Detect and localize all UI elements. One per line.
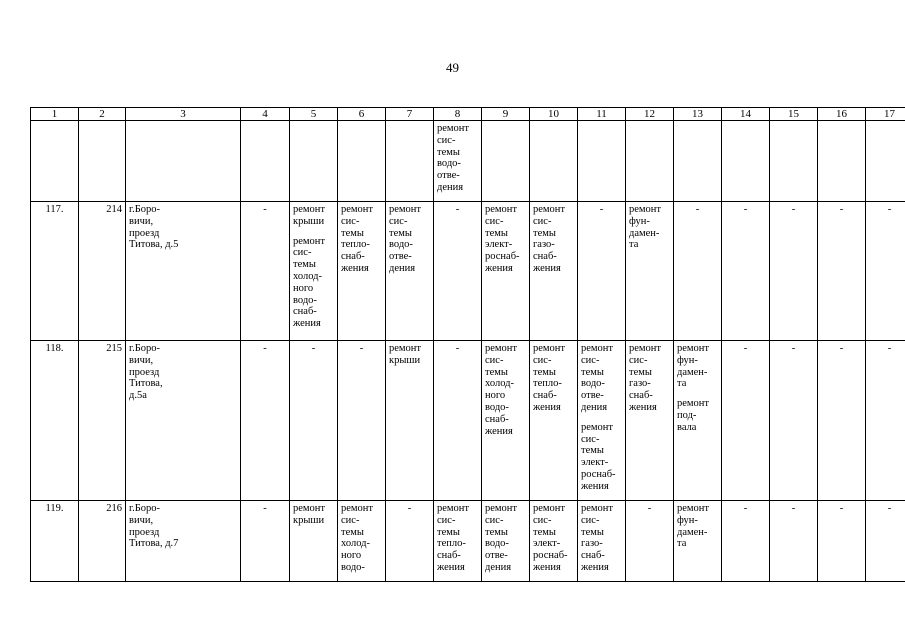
table-cell [818,341,866,501]
table-cell [434,202,482,341]
table-row [31,202,905,341]
repair-schedule-table [30,107,905,582]
column-number-15: 15 [770,108,818,121]
table-cell [338,202,386,341]
table-row [31,501,905,582]
table-cell [722,121,770,202]
cell-entry: ремонт сис- темы холод- ного водо- снаб- жения [485,343,518,437]
table-cell [818,121,866,202]
column-number-12: 12 [626,108,674,121]
table-cell [434,501,482,582]
table-cell [290,202,338,341]
cell-entry: ремонт фун- дамен- та [677,503,710,550]
table-cell [530,501,578,582]
table-cell [386,202,434,341]
table-cell [722,202,770,341]
cell-entry: ремонт крыши [293,503,326,526]
cell-entry: - [263,343,267,354]
table-cell [434,341,482,501]
table-cell [241,501,290,582]
table-cell [31,121,79,202]
cell-entry: - [695,204,700,215]
column-number-13: 13 [674,108,722,121]
table-cell [386,501,434,582]
column-number-2: 2 [79,108,126,121]
cell-entry: г.Боро- вичи, проезд Титова, д.7 [129,503,179,550]
cell-entry: ремонт сис- темы водо- отве- дения [389,204,422,274]
cell-entry: ремонт сис- темы холод- ного водо- снаб- жения [293,235,326,330]
column-number-14: 14 [722,108,770,121]
table-cell [866,202,905,341]
table-cell [79,501,126,582]
cell-entry: - [743,204,748,215]
column-number-16: 16 [818,108,866,121]
table-cell [626,501,674,582]
table-cell [338,501,386,582]
cell-entry: г.Боро- вичи, проезд Титова, д.5а [129,343,163,402]
table-cell [482,202,530,341]
table-cell [386,341,434,501]
table-cell [770,202,818,341]
table-cell [79,341,126,501]
cell-entry: ремонт сис- темы газо- снаб- жения [581,503,614,573]
page-number: 49 [446,60,459,75]
table-row [31,121,905,202]
cell-entry: ремонт сис- темы газо- снаб- жения [629,343,662,413]
table-cell [530,341,578,501]
table-cell [126,501,241,582]
table-cell [241,202,290,341]
column-number-11: 11 [578,108,626,121]
cell-entry: - [839,503,844,514]
cell-entry: 119. [45,503,64,514]
column-number-8: 8 [434,108,482,121]
cell-entry: ремонт сис- темы газо- снаб- жения [533,204,566,274]
table-cell [290,341,338,501]
table-cell [79,121,126,202]
cell-entry: - [455,343,460,354]
table-cell [31,341,79,501]
cell-entry: ремонт сис- темы водо- отве- дения [581,343,614,413]
table-cell [241,121,290,202]
cell-entry: 216 [106,503,122,514]
table-cell [770,501,818,582]
table-cell [770,341,818,501]
cell-entry: ремонт сис- темы водо- отве- дения [485,503,518,573]
cell-entry: - [791,204,796,215]
column-number-10: 10 [530,108,578,121]
cell-entry: - [311,343,316,354]
cell-entry: - [359,343,364,354]
cell-entry: 117. [45,204,64,215]
table-cell [578,501,626,582]
column-number-6: 6 [338,108,386,121]
table-cell [530,121,578,202]
cell-entry: - [839,343,844,354]
cell-entry: ремонт сис- темы водо- отве- дения [437,123,470,193]
cell-entry: ремонт сис- темы элект- роснаб- жения [533,503,568,573]
cell-entry: - [839,204,844,215]
table-cell [578,121,626,202]
table-cell [482,501,530,582]
cell-entry: ремонт сис- темы тепло- снаб- жения [533,343,566,413]
cell-entry: ремонт фун- дамен- та [629,204,662,251]
table-cell [626,341,674,501]
table-cell [818,202,866,341]
cell-entry: ремонт сис- темы элект- роснаб- жения [485,204,520,274]
table-cell [866,341,905,501]
cell-entry: ремонт сис- темы тепло- снаб- жения [341,204,374,274]
cell-entry: ремонт фун- дамен- та [677,343,710,390]
table-cell [79,202,126,341]
table-cell [722,341,770,501]
table-cell [338,121,386,202]
cell-entry: ремонт крыши [389,343,422,366]
table-cell [530,202,578,341]
cell-entry: ремонт сис- темы холод- ного водо- [341,503,374,573]
cell-entry: 214 [106,204,122,215]
cell-entry: 215 [106,343,122,354]
cell-entry: - [743,503,748,514]
column-number-5: 5 [290,108,338,121]
table-cell [31,202,79,341]
cell-entry: - [455,204,460,215]
table-cell [674,341,722,501]
table-cell [818,501,866,582]
table-cell [674,202,722,341]
table-cell [241,341,290,501]
table-row [31,341,905,501]
cell-entry: - [407,503,412,514]
table-cell [866,121,905,202]
table-cell [578,202,626,341]
table-cell [434,121,482,202]
cell-entry: ремонт крыши [293,204,326,227]
cell-entry: - [887,343,892,354]
table-cell [722,501,770,582]
cell-entry: ремонт сис- темы элект- роснаб- жения [581,421,616,492]
table-cell [674,501,722,582]
column-number-9: 9 [482,108,530,121]
column-number-4: 4 [241,108,290,121]
cell-entry: - [791,503,796,514]
table-cell [386,121,434,202]
table-cell [770,121,818,202]
column-number-1: 1 [31,108,79,121]
table-cell [482,121,530,202]
table-cell [126,121,241,202]
table-cell [31,501,79,582]
column-number-7: 7 [386,108,434,121]
column-number-3: 3 [126,108,241,121]
cell-entry: ремонт сис- темы тепло- снаб- жения [437,503,470,573]
table-cell [482,341,530,501]
cell-entry: - [791,343,796,354]
table-cell [674,121,722,202]
table-cell [626,121,674,202]
cell-entry: - [887,204,892,215]
column-number-17: 17 [866,108,905,121]
cell-entry: - [887,503,892,514]
cell-entry: 118. [45,343,64,354]
header-row [31,108,905,121]
cell-entry: - [743,343,748,354]
table-cell [126,341,241,501]
table-cell [290,501,338,582]
cell-entry: г.Боро- вичи, проезд Титова, д.5 [129,204,179,251]
table-cell [578,341,626,501]
table-cell [626,202,674,341]
table-cell [866,501,905,582]
cell-entry: - [263,204,267,215]
cell-entry: ремонт под- вала [677,398,710,433]
cell-entry: - [599,204,604,215]
cell-entry: - [647,503,652,514]
table-cell [290,121,338,202]
table-cell [126,202,241,341]
table-cell [338,341,386,501]
cell-entry: - [263,503,267,514]
